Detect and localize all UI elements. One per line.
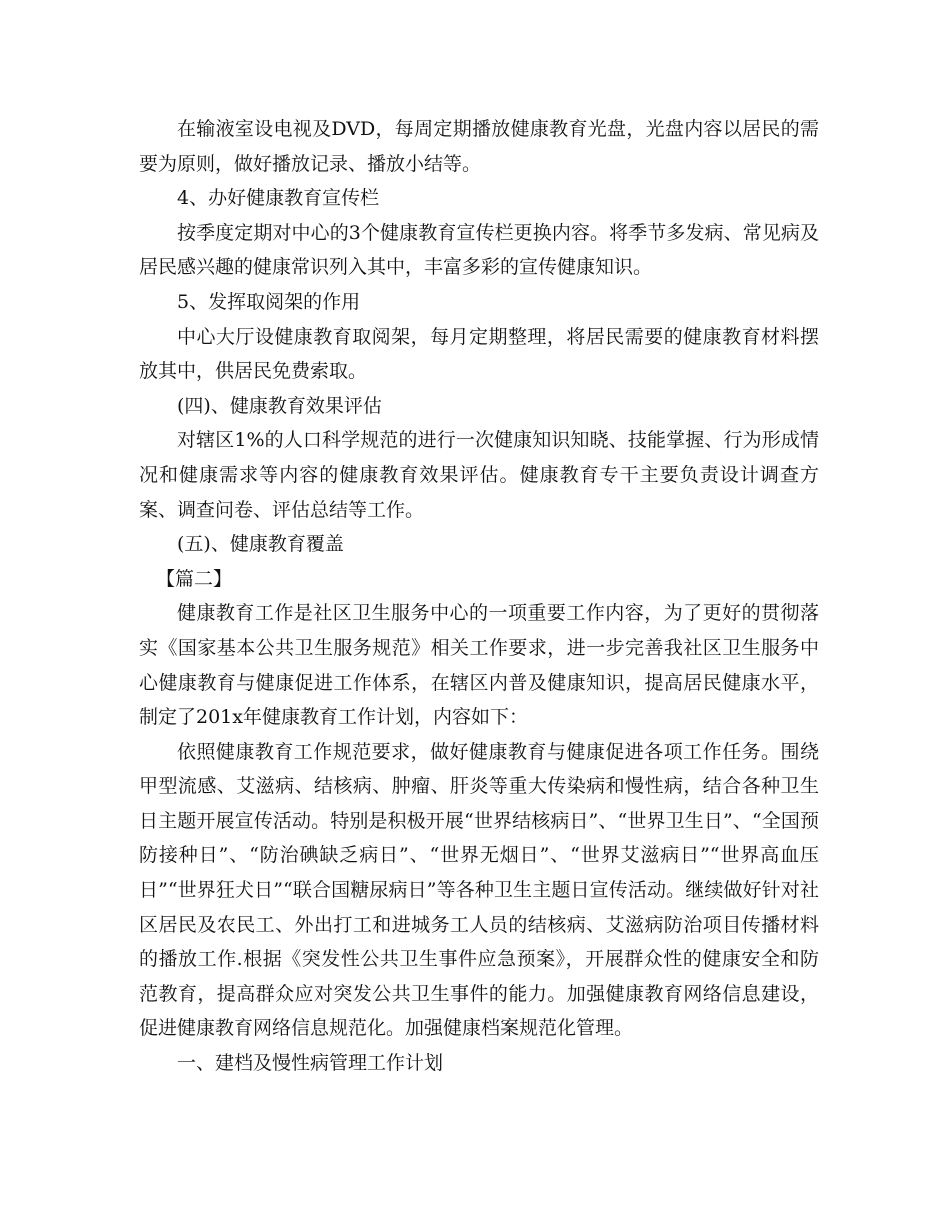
- paragraph-health-days: 依照健康教育工作规范要求，做好健康教育与健康促进各项工作任务。围绕甲型流感、艾滋病、结核病、肿瘤、肝炎等重大传染病和慢性病，结合各种卫生日主题开展宣传活动。特别是积极开展“世界结核病日”、“世界卫生日”、“全国预防接种日”、“防治碘缺乏病日”、“世界无烟日”、“世界艾滋病日”“世界高血压日”“世界狂犬日”“联合国糖尿病日”等各种卫生主题日宣传活动。继续做好针对社区居民及农民工、外出打工和进城务工人员的结核病、艾滋病防治项目传播材料的播放工作.根据《突发性公共卫生事件应急预案》，开展群众性的健康安全和防范教育，提高群众应对突发公共卫生事件的能力。加强健康教育网络信息建设，促进健康教育网络信息规范化。加强健康档案规范化管理。: [139, 740, 819, 1040]
- heading-effect-evaluation: (四)、健康教育效果评估: [177, 394, 382, 417]
- heading-coverage: (五)、健康教育覆盖: [177, 533, 344, 556]
- heading-reading-rack: 5、发挥取阅架的作用: [177, 290, 361, 313]
- document-body: [139, 112, 819, 1081]
- paragraph-part-two-intro: 健康教育工作是社区卫生服务中心的一项重要工作内容，为了更好的贯彻落实《国家基本公共卫生服务规范》相关工作要求，进一步完善我社区卫生服务中心健康教育与健康促进工作体系，在辖区内普及健康知识，提高居民健康水平，制定了201x年健康教育工作计划，内容如下：: [139, 602, 819, 729]
- paragraph-bulletin-board: 按季度定期对中心的3个健康教育宣传栏更换内容。将季节多发病、常见病及居民感兴趣的健康常识列入其中，丰富多彩的宣传健康知识。: [139, 221, 819, 279]
- paragraph-reading-rack: 中心大厅设健康教育取阅架，每月定期整理，将居民需要的健康教育材料摆放其中，供居民免费索取。: [139, 325, 819, 383]
- paragraph-infusion-room-tv: 在输液室设电视及DVD，每周定期播放健康教育光盘，光盘内容以居民的需要为原则，做好播放记录、播放小结等。: [139, 118, 819, 175]
- heading-bulletin-board: 4、办好健康教育宣传栏: [177, 187, 380, 210]
- heading-chronic-disease-plan: 一、建档及慢性病管理工作计划: [177, 1052, 444, 1075]
- section-marker-part-two: 【篇二】: [156, 567, 233, 590]
- paragraph-effect-evaluation: 对辖区1%的人口科学规范的进行一次健康知识知晓、技能掌握、行为形成情况和健康需求等内容的健康教育效果评估。健康教育专干主要负责设计调查方案、调查问卷、评估总结等工作。: [139, 429, 819, 521]
